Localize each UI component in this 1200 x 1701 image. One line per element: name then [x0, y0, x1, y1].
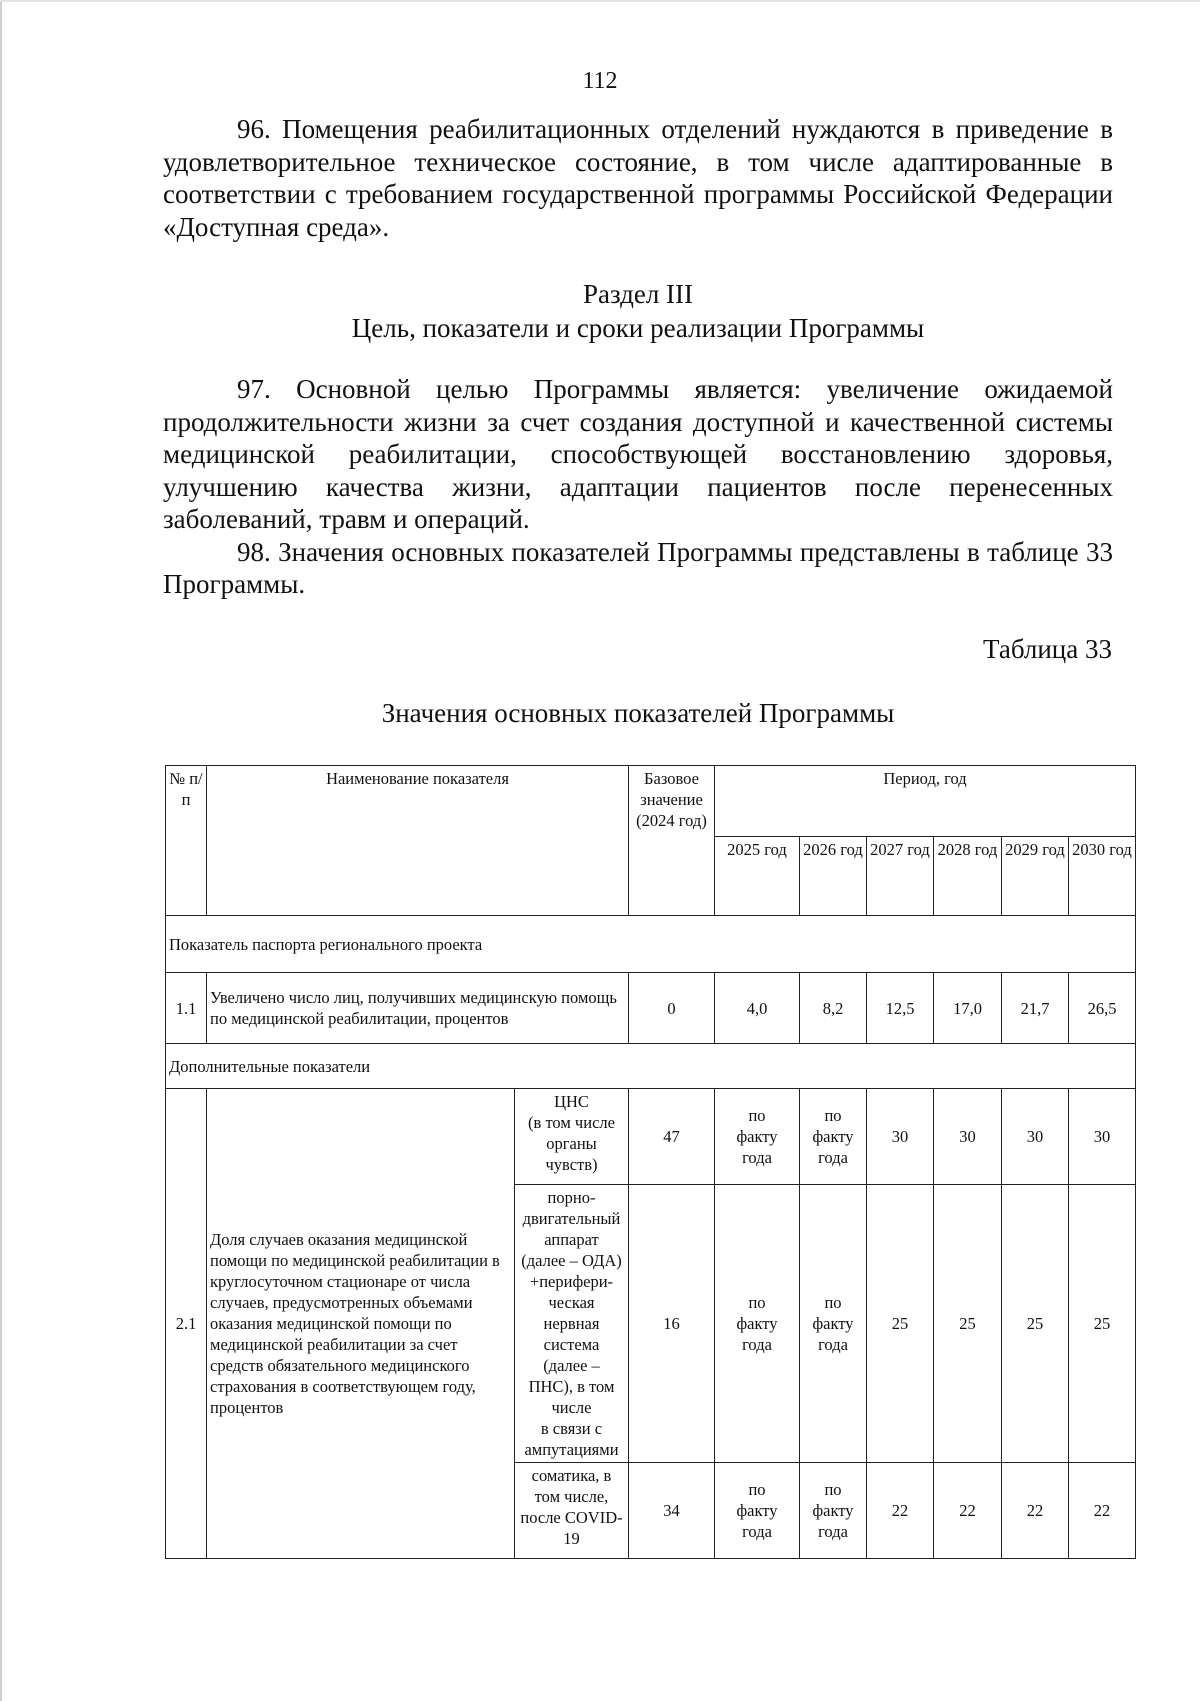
group-row-additional: [166, 1044, 1136, 1089]
table-caption: Значения основных показателей Программы: [381, 698, 895, 728]
paragraph-96: 96. Помещения реабилитационных отделений нуждаются в приведение в удовлетворительное техническое состояние, в том числе адаптированные в соответствии с требованием государственной программы Российской Федерации «Доступная среда».: [163, 114, 1113, 242]
row-value: по факту года: [715, 1089, 800, 1185]
section-heading: [163, 277, 1113, 345]
row-value: по факту года: [715, 1185, 800, 1463]
row-value: 22: [1002, 1463, 1069, 1559]
row-value: 21,7: [1002, 973, 1069, 1044]
header-year: 2026 год: [800, 837, 867, 916]
row-value: 30: [1002, 1089, 1069, 1185]
paragraph-97: 97. Основной целью Программы является: увеличение ожидаемой продолжительности жизни за счет создания доступной и качественной системы медицинской реабилитации, способствующей восстановлению здоровья, улучшению качества жизни, адаптации пациентов после перенесенных заболеваний, травм и операций.: [163, 374, 1113, 534]
row-category: ЦНС (в том числе органы чувств): [515, 1089, 629, 1185]
row-category: порно- двигательный аппарат (далее – ОДА) +перифери- ческая нервная система (далее – ПНС), в том числе в связи с ампутациями: [515, 1185, 629, 1463]
page-edge-top: [0, 0, 1200, 2]
row-value: 8,2: [800, 973, 867, 1044]
section-subtitle: Цель, показатели и сроки реализации Программы: [351, 313, 925, 343]
row-base: 16: [629, 1185, 715, 1463]
indicators-table: [165, 765, 1136, 1559]
row-value: 17,0: [934, 973, 1002, 1044]
header-row-1: [166, 766, 1136, 837]
paragraph-98: 98. Значения основных показателей Программы представлены в таблице 33 Программы.: [163, 536, 1113, 599]
row-value: 12,5: [867, 973, 934, 1044]
table-label: Таблица 33: [983, 634, 1112, 664]
row-value: по факту года: [800, 1185, 867, 1463]
row-value: 22: [934, 1463, 1002, 1559]
row-value: 30: [867, 1089, 934, 1185]
row-value: 25: [1069, 1185, 1136, 1463]
table-row-2-1-a: [166, 1089, 1136, 1185]
row-value: 25: [1002, 1185, 1069, 1463]
row-name: Доля случаев оказания медицинской помощи по медицинской реабилитации в круглосуточном стационаре от числа случаев, предусмотренных объемами оказания медицинской помощи по медицинской реабилитации за счет средств обязательного медицинского страхования в соответствующем году, процентов: [207, 1089, 515, 1559]
paragraphs-97-98-block: [163, 373, 1113, 601]
row-value: 30: [1069, 1089, 1136, 1185]
row-base: 34: [629, 1463, 715, 1559]
header-number: № п/п: [166, 766, 207, 916]
row-number: 2.1: [166, 1089, 207, 1559]
header-year: 2030 год: [1069, 837, 1136, 916]
header-year: 2025 год: [715, 837, 800, 916]
row-value: по факту года: [715, 1463, 800, 1559]
page-number: 112: [582, 68, 618, 94]
row-value: 30: [934, 1089, 1002, 1185]
header-base: Базовое значение (2024 год): [629, 766, 715, 916]
row-base: 0: [629, 973, 715, 1044]
row-value: 26,5: [1069, 973, 1136, 1044]
page-edge: [0, 0, 2, 1701]
row-value: 25: [934, 1185, 1002, 1463]
header-name: Наименование показателя: [207, 766, 629, 916]
header-year: 2029 год: [1002, 837, 1069, 916]
row-value: по факту года: [800, 1089, 867, 1185]
row-base: 47: [629, 1089, 715, 1185]
header-year: 2028 год: [934, 837, 1002, 916]
group-label: Показатель паспорта регионального проекта: [166, 916, 1136, 973]
header-year: 2027 год: [867, 837, 934, 916]
row-value: 4,0: [715, 973, 800, 1044]
group-row-passport: [166, 916, 1136, 973]
row-number: 1.1: [166, 973, 207, 1044]
row-value: 25: [867, 1185, 934, 1463]
header-period: Период, год: [715, 766, 1136, 837]
row-name: Увеличено число лиц, получивших медицинскую помощь по медицинской реабилитации, процентов: [207, 973, 629, 1044]
row-value: 22: [867, 1463, 934, 1559]
row-value: по факту года: [800, 1463, 867, 1559]
section-title: Раздел III: [582, 279, 694, 309]
table-row-1-1: [166, 973, 1136, 1044]
paragraph-96-block: [163, 113, 1113, 243]
row-value: 22: [1069, 1463, 1136, 1559]
row-category: соматика, в том числе, после COVID- 19: [515, 1463, 629, 1559]
group-label: Дополнительные показатели: [166, 1044, 1136, 1089]
